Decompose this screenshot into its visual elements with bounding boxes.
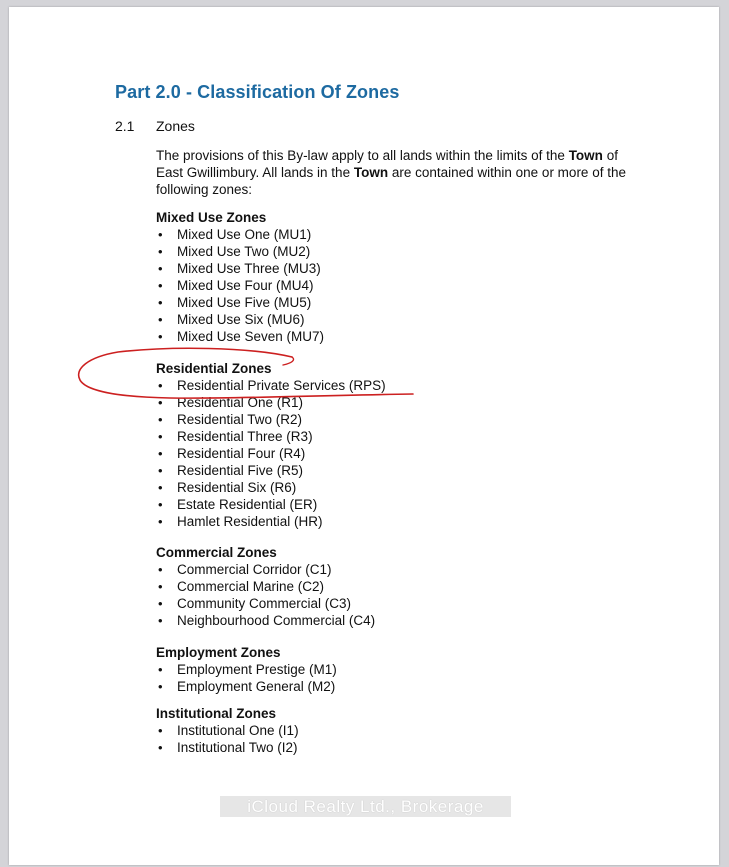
- list-item: • Mixed Use One (MU1): [158, 227, 312, 242]
- brokerage-watermark: iCloud Realty Ltd., Brokerage: [220, 796, 511, 817]
- list-item: • Mixed Use Four (MU4): [158, 278, 314, 293]
- bullet-icon: •: [158, 562, 163, 577]
- list-item: • Residential One (R1): [158, 395, 304, 410]
- list-item: • Employment General (M2): [158, 679, 336, 694]
- list-item: • Commercial Marine (C2): [158, 579, 325, 594]
- intro-bold-town-2: Town: [353, 165, 389, 180]
- bullet-icon: •: [158, 480, 163, 495]
- intro-text-1: The provisions of this By-law apply to all lands within the limits of the: [156, 148, 569, 163]
- list-item: • Mixed Use Three (MU3): [158, 261, 321, 276]
- bullet-icon: •: [158, 395, 163, 410]
- bullet-icon: •: [158, 463, 163, 478]
- bullet-icon: •: [158, 740, 163, 755]
- zone-group-title: Mixed Use Zones: [156, 210, 267, 225]
- list-item: • Neighbourhood Commercial (C4): [158, 613, 376, 628]
- list-item: • Mixed Use Six (MU6): [158, 312, 305, 327]
- zone-group-commercial: [156, 544, 375, 629]
- list-item: • Employment Prestige (M1): [158, 662, 337, 677]
- section-number: 2.1: [115, 118, 135, 134]
- bullet-icon: •: [158, 227, 163, 242]
- list-item: • Mixed Use Two (MU2): [158, 244, 311, 259]
- list-item: • Institutional Two (I2): [158, 740, 298, 755]
- bullet-icon: •: [158, 662, 163, 677]
- zone-group-institutional: [156, 705, 299, 756]
- bullet-icon: •: [158, 378, 163, 393]
- zone-group-title: Employment Zones: [156, 645, 281, 660]
- zone-group-title: Institutional Zones: [156, 706, 276, 721]
- bullet-icon: •: [158, 429, 163, 444]
- list-item: • Mixed Use Seven (MU7): [158, 329, 325, 344]
- list-item: • Residential Four (R4): [158, 446, 306, 461]
- intro-bold-town-1: Town: [568, 148, 603, 163]
- bullet-icon: •: [158, 261, 163, 276]
- list-item: • Institutional One (I1): [158, 723, 299, 738]
- zone-group-title: Residential Zones: [156, 361, 272, 376]
- bullet-icon: •: [158, 723, 163, 738]
- bullet-icon: •: [158, 312, 163, 327]
- list-item: • Residential Five (R5): [158, 463, 304, 478]
- list-item: • Estate Residential (ER): [158, 497, 318, 512]
- list-item: • Community Commercial (C3): [158, 596, 352, 611]
- bullet-icon: •: [158, 596, 163, 611]
- bullet-icon: •: [158, 412, 163, 427]
- document-page: [9, 7, 719, 865]
- intro-paragraph: [156, 147, 626, 198]
- bullet-icon: •: [158, 497, 163, 512]
- intro-text-2: of East Gwillimbury. All lands in the: [156, 148, 618, 180]
- bullet-icon: •: [158, 244, 163, 259]
- bullet-icon: •: [158, 446, 163, 461]
- zone-group-residential: [156, 360, 386, 530]
- bullet-icon: •: [158, 278, 163, 293]
- list-item: • Residential Private Services (RPS): [158, 378, 386, 393]
- bullet-icon: •: [158, 613, 163, 628]
- list-item: • Commercial Corridor (C1): [158, 562, 332, 577]
- list-item: • Residential Two (R2): [158, 412, 303, 427]
- zone-group-mixed-use: [156, 209, 324, 345]
- bullet-icon: •: [158, 514, 163, 529]
- bullet-icon: •: [158, 679, 163, 694]
- intro-text-3: are contained within one or more of the following zones:: [156, 165, 626, 197]
- list-item: • Hamlet Residential (HR): [158, 514, 323, 529]
- list-item: • Mixed Use Five (MU5): [158, 295, 312, 310]
- bullet-icon: •: [158, 329, 163, 344]
- zone-group-title: Commercial Zones: [156, 545, 277, 560]
- list-item: • Residential Three (R3): [158, 429, 313, 444]
- section-title: Zones: [156, 118, 195, 134]
- bullet-icon: •: [158, 579, 163, 594]
- bullet-icon: •: [158, 295, 163, 310]
- zone-group-employment: [156, 644, 337, 695]
- list-item: • Residential Six (R6): [158, 480, 297, 495]
- page-heading: Part 2.0 - Classification Of Zones: [115, 82, 400, 102]
